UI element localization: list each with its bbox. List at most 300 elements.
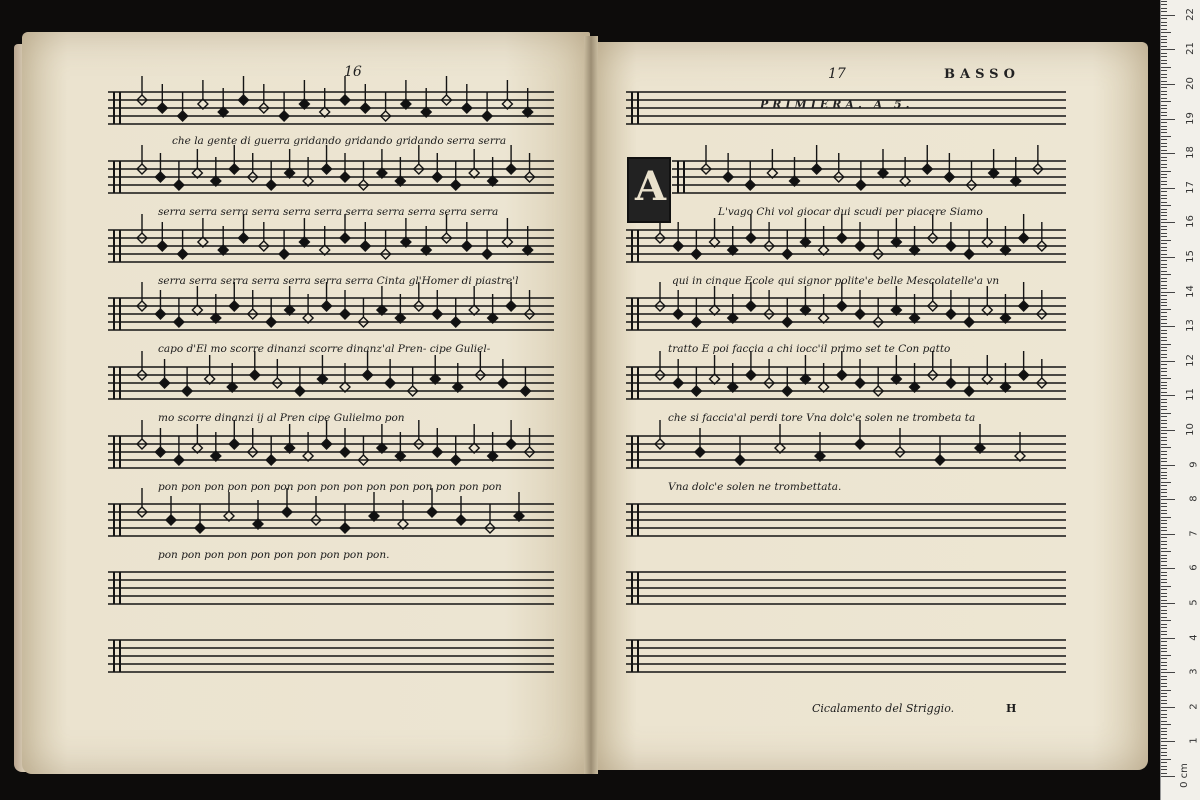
note-head [695,447,705,457]
ruler-minor-tick [1161,171,1171,172]
note-head [432,172,442,182]
note-head [155,172,165,182]
ruler-minor-tick [1161,264,1167,265]
ruler-minor-tick [1161,299,1167,300]
ruler-minor-tick [1161,565,1167,566]
note-head [946,241,956,251]
note-head [322,439,332,449]
ruler-minor-tick [1161,281,1167,282]
ruler-minor-tick [1161,56,1167,57]
note-head [935,455,945,465]
ruler-minor-tick [1161,409,1167,410]
ruler-minor-tick [1161,461,1167,462]
ruler-minor-tick [1161,392,1167,393]
ruler-label: 15 [1185,250,1197,263]
ruler-label: 6 [1188,564,1200,572]
ruler-minor-tick [1161,548,1167,549]
lyric-line: Vna dolc'e solen ne trombettata. [668,481,842,493]
ruler-minor-tick [1161,143,1167,144]
note-head [837,301,847,311]
lyric-line: serra serra serra serra serra serra serra Cinta gl'Homer di piastre'l [158,275,519,287]
ruler-minor-tick [1161,683,1167,684]
ruler-minor-tick [1161,485,1167,486]
note-head [691,386,701,396]
ruler-minor-tick [1161,364,1167,365]
ruler-minor-tick [1161,537,1167,538]
decorated-initial: A [627,157,671,223]
ruler-minor-tick [1161,762,1167,763]
ruler-minor-tick [1161,288,1167,289]
ruler-label: 20 [1185,77,1197,90]
left-page-number: 16 [344,64,362,80]
ruler-minor-tick [1161,721,1167,722]
ruler-minor-tick [1161,108,1167,109]
note-head [182,386,192,396]
ruler-minor-tick [1161,690,1171,691]
ruler-tick [1161,119,1175,120]
ruler-minor-tick [1161,174,1167,175]
ruler-minor-tick [1161,260,1167,261]
ruler-minor-tick [1161,11,1167,12]
note-head [837,233,847,243]
note-head [462,241,472,251]
ruler-minor-tick [1161,243,1167,244]
lyric-line: serra serra serra serra serra serra serra serra serra serra serra [158,206,499,218]
ruler-minor-tick [1161,101,1171,102]
ruler-minor-tick [1161,25,1167,26]
ruler-label: 4 [1188,633,1200,641]
ruler-tick [1161,84,1175,85]
note-head [745,180,755,190]
ruler-minor-tick [1161,205,1171,206]
ruler-minor-tick [1161,433,1167,434]
note-head [723,172,733,182]
ruler-minor-tick [1161,420,1167,421]
ruler-minor-tick [1161,198,1167,199]
note-head [266,317,276,327]
ruler-minor-tick [1161,769,1167,770]
ruler-minor-tick [1161,676,1167,677]
ruler-minor-tick [1161,631,1167,632]
lyric-line: mo scorre dinanzi ij al Pren cipe Gulielmo pon [158,412,405,424]
lyric-line: tratto E poi faccia a chi iocc'il primo set te Con patto [668,343,951,355]
note-head [462,103,472,113]
note-head [673,241,683,251]
ruler-minor-tick [1161,233,1167,234]
ruler-tick [1161,15,1175,16]
ruler-minor-tick [1161,468,1167,469]
ruler-tick [1161,222,1175,223]
note-head [498,378,508,388]
note-head [239,95,249,105]
ruler-minor-tick [1161,617,1167,618]
ruler-minor-tick [1161,541,1167,542]
note-head [673,309,683,319]
ruler-minor-tick [1161,32,1171,33]
ruler-minor-tick [1161,323,1167,324]
note-head [279,249,289,259]
ruler-minor-tick [1161,717,1167,718]
lyric-line: pon pon pon pon pon pon pon pon pon pon pon pon pon pon pon [158,481,502,493]
ruler-minor-tick [1161,8,1167,9]
note-head [340,309,350,319]
ruler-label: 22 [1185,7,1197,21]
ruler-minor-tick [1161,146,1167,147]
ruler-tick [1161,153,1175,154]
note-head [266,455,276,465]
ruler-minor-tick [1161,184,1167,185]
ruler-minor-tick [1161,679,1167,680]
note-head [155,447,165,457]
ruler-minor-tick [1161,402,1167,403]
ruler-minor-tick [1161,278,1167,279]
ruler-label: 16 [1185,215,1197,229]
ruler-minor-tick [1161,748,1167,749]
note-head [451,455,461,465]
note-head [735,455,745,465]
note-head [691,249,701,259]
note-head [229,164,239,174]
ruler-minor-tick [1161,620,1171,621]
note-head [427,507,437,517]
ruler-minor-tick [1161,766,1167,767]
ruler-minor-tick [1161,475,1167,476]
ruler-minor-tick [1161,610,1167,611]
note-head [782,386,792,396]
ruler-tick [1161,395,1175,396]
note-head [1019,301,1029,311]
ruler-minor-tick [1161,710,1167,711]
note-head [229,301,239,311]
ruler-minor-tick [1161,444,1167,445]
ruler-minor-tick [1161,513,1167,514]
ruler-minor-tick [1161,382,1167,383]
ruler-minor-tick [1161,662,1167,663]
ruler-minor-tick [1161,91,1167,92]
note-head [856,180,866,190]
ruler-minor-tick [1161,316,1167,317]
ruler-minor-tick [1161,375,1167,376]
ruler-minor-tick [1161,215,1167,216]
lyric-line: capo d'El mo scorre dinanzi scorre dinanz'al Pren- cipe Guliel- [158,343,491,355]
ruler-minor-tick [1161,267,1167,268]
note-head [266,180,276,190]
ruler-minor-tick [1161,523,1167,524]
note-head [360,103,370,113]
note-head [782,249,792,259]
ruler-minor-tick [1161,496,1167,497]
ruler-minor-tick [1161,167,1167,168]
ruler-minor-tick [1161,98,1167,99]
ruler-minor-tick [1161,575,1167,576]
ruler-label: 13 [1185,319,1197,333]
ruler-minor-tick [1161,641,1167,642]
note-head [340,447,350,457]
ruler-label: 17 [1185,180,1197,194]
ruler-label: 12 [1185,353,1197,367]
ruler-minor-tick [1161,181,1167,182]
ruler-minor-tick [1161,558,1167,559]
ruler-minor-tick [1161,347,1167,348]
ruler-minor-tick [1161,582,1167,583]
ruler-minor-tick [1161,274,1171,275]
ruler-minor-tick [1161,731,1167,732]
note-head [279,111,289,121]
ruler-minor-tick [1161,627,1167,628]
note-head [250,370,260,380]
ruler-minor-tick [1161,4,1167,5]
measurement-ruler [1160,0,1200,800]
note-head [322,164,332,174]
ruler-minor-tick [1161,385,1167,386]
ruler-minor-tick [1161,164,1167,165]
ruler-minor-tick [1161,606,1167,607]
ruler-minor-tick [1161,36,1167,37]
ruler-minor-tick [1161,530,1167,531]
ruler-minor-tick [1161,634,1167,635]
ruler-tick [1161,534,1175,535]
ruler-minor-tick [1161,150,1167,151]
note-head [166,515,176,525]
note-head [746,370,756,380]
note-head [964,249,974,259]
ruler-minor-tick [1161,229,1167,230]
ruler-minor-tick [1161,94,1167,95]
ruler-minor-tick [1161,122,1167,123]
ruler-minor-tick [1161,669,1167,670]
ruler-minor-tick [1161,319,1167,320]
ruler-minor-tick [1161,759,1171,760]
ruler-minor-tick [1161,734,1167,735]
ruler-minor-tick [1161,191,1167,192]
note-head [482,111,492,121]
ruler-minor-tick [1161,527,1167,528]
ruler-minor-tick [1161,240,1171,241]
note-head [178,249,188,259]
ruler-tick [1161,638,1175,639]
note-head [340,233,350,243]
note-head [174,455,184,465]
note-head [746,233,756,243]
ruler-minor-tick [1161,655,1171,656]
ruler-minor-tick [1161,42,1167,43]
ruler-tick [1161,326,1175,327]
ruler-tick [1161,49,1175,50]
ruler-minor-tick [1161,378,1171,379]
ruler-minor-tick [1161,340,1167,341]
ruler-tick [1161,776,1175,777]
note-head [322,301,332,311]
ruler-minor-tick [1161,344,1171,345]
ruler-tick [1161,499,1175,500]
ruler-minor-tick [1161,22,1167,23]
ruler-minor-tick [1161,686,1167,687]
note-head [855,241,865,251]
note-head [157,241,167,251]
note-head [506,439,516,449]
ruler-minor-tick [1161,212,1167,213]
ruler-minor-tick [1161,388,1167,389]
ruler-minor-tick [1161,368,1167,369]
ruler-minor-tick [1161,77,1167,78]
ruler-label: 5 [1188,599,1200,606]
ruler-minor-tick [1161,302,1167,303]
lyric-line: pon pon pon pon pon pon pon pon pon pon. [158,549,390,561]
note-head [456,515,466,525]
part-name: BASSO [944,67,1020,82]
note-head [520,386,530,396]
ruler-label: 11 [1185,388,1197,402]
ruler-minor-tick [1161,202,1167,203]
note-head [160,378,170,388]
ruler-minor-tick [1161,579,1167,580]
note-head [174,317,184,327]
ruler-minor-tick [1161,333,1167,334]
note-head [673,378,683,388]
note-head [451,180,461,190]
note-head [282,507,292,517]
ruler-minor-tick [1161,177,1167,178]
ruler-minor-tick [1161,693,1167,694]
signature-mark: H [1006,702,1017,715]
ruler-tick [1161,707,1175,708]
ruler-tick [1161,361,1175,362]
note-head [964,317,974,327]
ruler-minor-tick [1161,520,1167,521]
ruler-minor-tick [1161,745,1167,746]
ruler-minor-tick [1161,219,1167,220]
ruler-minor-tick [1161,440,1167,441]
note-head [855,309,865,319]
ruler-minor-tick [1161,305,1167,306]
ruler-minor-tick [1161,330,1167,331]
ruler-minor-tick [1161,600,1167,601]
ruler-minor-tick [1161,658,1167,659]
note-head [360,241,370,251]
note-head [195,523,205,533]
note-head [812,164,822,174]
note-head [782,317,792,327]
note-head [340,523,350,533]
ruler-minor-tick [1161,285,1167,286]
ruler-minor-tick [1161,561,1167,562]
ruler-label: 8 [1188,495,1200,502]
ruler-minor-tick [1161,472,1167,473]
ruler-minor-tick [1161,371,1167,372]
lyric-line: che la gente di guerra gridando gridando gridando serra serra [172,135,507,147]
note-head [837,370,847,380]
note-head [922,164,932,174]
ruler-minor-tick [1161,555,1167,556]
ruler-minor-tick [1161,510,1167,511]
ruler-minor-tick [1161,399,1167,400]
ruler-tick [1161,465,1175,466]
ruler-minor-tick [1161,160,1167,161]
ruler-minor-tick [1161,773,1167,774]
ruler-minor-tick [1161,665,1167,666]
ruler-minor-tick [1161,437,1167,438]
note-head [451,317,461,327]
note-head [946,378,956,388]
ruler-minor-tick [1161,126,1167,127]
ruler-minor-tick [1161,60,1167,61]
ruler-minor-tick [1161,271,1167,272]
ruler-minor-tick [1161,517,1171,518]
ruler-minor-tick [1161,451,1167,452]
ruler-minor-tick [1161,413,1171,414]
note-head [746,301,756,311]
ruler-minor-tick [1161,482,1171,483]
ruler-tick [1161,188,1175,189]
note-head [363,370,373,380]
ruler-minor-tick [1161,67,1171,68]
note-head [946,309,956,319]
note-head [506,301,516,311]
ruler-minor-tick [1161,115,1167,116]
ruler-minor-tick [1161,492,1167,493]
note-head [385,378,395,388]
ruler-label: 10 [1185,423,1197,436]
page-footer: Cicalamento del Striggio. [812,702,955,715]
note-head [432,447,442,457]
ruler-minor-tick [1161,544,1167,545]
note-head [691,317,701,327]
ruler-minor-tick [1161,447,1171,448]
ruler-minor-tick [1161,357,1167,358]
ruler-tick [1161,292,1175,293]
ruler-minor-tick [1161,593,1167,594]
ruler-minor-tick [1161,416,1167,417]
ruler-minor-tick [1161,703,1167,704]
ruler-minor-tick [1161,81,1167,82]
ruler-label: 9 [1188,460,1200,468]
ruler-minor-tick [1161,589,1167,590]
ruler-minor-tick [1161,53,1167,54]
note-head [155,309,165,319]
ruler-minor-tick [1161,74,1167,75]
piece-title: PRIMIERA. A 5. [760,98,914,111]
ruler-minor-tick [1161,586,1171,587]
note-head [295,386,305,396]
ruler-minor-tick [1161,724,1171,725]
ruler-label: 21 [1185,42,1197,56]
note-head [1019,370,1029,380]
right-page-number: 17 [828,66,846,82]
ruler-minor-tick [1161,551,1171,552]
ruler-minor-tick [1161,29,1167,30]
ruler-minor-tick [1161,247,1167,248]
lyric-line: qui in cinque Ecole qui signor polite'e belle Mescolatelle'a vn [672,275,1000,287]
ruler-minor-tick [1161,738,1167,739]
ruler-label: 7 [1188,530,1200,537]
note-head [178,111,188,121]
note-head [855,439,865,449]
ruler-minor-tick [1161,18,1167,19]
ruler-minor-tick [1161,714,1167,715]
lyric-line: che si faccia'al perdi tore Vna dolc'e solen ne trombeta ta [668,412,976,424]
ruler-minor-tick [1161,624,1167,625]
ruler-minor-tick [1161,63,1167,64]
ruler-tick [1161,603,1175,604]
ruler-minor-tick [1161,458,1167,459]
note-head [157,103,167,113]
note-head [944,172,954,182]
ruler-tick [1161,672,1175,673]
note-head [432,309,442,319]
ruler-minor-tick [1161,613,1167,614]
ruler-minor-tick [1161,696,1167,697]
ruler-minor-tick [1161,423,1167,424]
